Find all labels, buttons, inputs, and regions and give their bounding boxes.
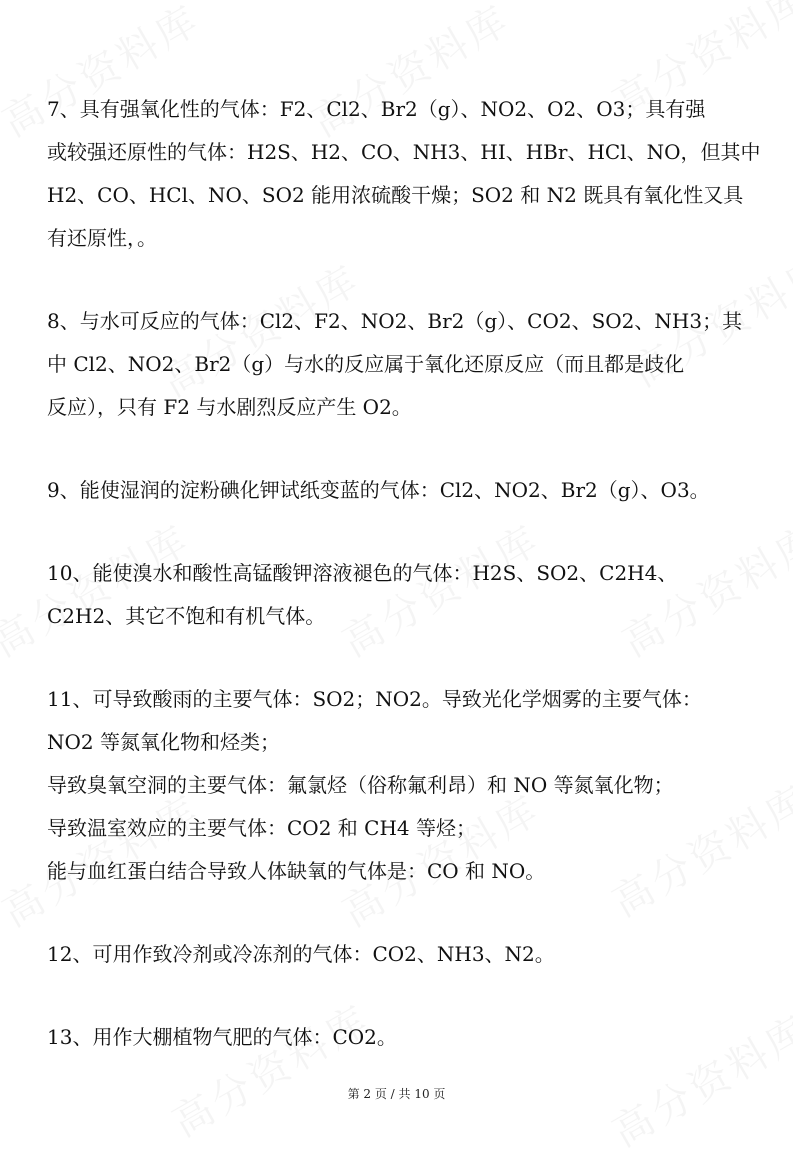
text-line: 导致臭氧空洞的主要气体：氟氯烃（俗称氟利昂）和 NO 等氮氧化物； (47, 773, 674, 797)
text-line: H2、CO、HCl、NO、SO2 能用浓硫酸干燥；SO2 和 N2 既具有氧化性又具 (47, 183, 744, 207)
text-line: 导致温室效应的主要气体：CO2 和 CH4 等烃； (47, 816, 476, 840)
text-line: 能与血红蛋白结合导致人体缺氧的气体是：CO 和 NO。 (47, 859, 546, 883)
text-line: 11、可导致酸雨的主要气体：SO2；NO2。导致光化学烟雾的主要气体： (47, 687, 702, 711)
section-8 (47, 300, 747, 429)
section-10 (47, 552, 747, 638)
section-9 (47, 469, 747, 512)
text-line: 10、能使溴水和酸性高锰酸钾溶液褪色的气体：H2S、SO2、C2H4、 (47, 561, 678, 585)
section-13 (47, 1016, 747, 1059)
text-line: 13、用作大棚植物气肥的气体：CO2。 (47, 1025, 397, 1049)
section-12 (47, 933, 747, 976)
text-line: 有还原性，。 (47, 226, 157, 250)
text-line: 中 Cl2、NO2、Br2（g）与水的反应属于氧化还原反应（而且都是歧化 (47, 352, 685, 376)
section-11 (47, 678, 747, 893)
text-line: 8、与水可反应的气体：Cl2、F2、NO2、Br2（g）、CO2、SO2、NH3；其 (47, 309, 743, 333)
text-line: 7、具有强氧化性的气体：F2、Cl2、Br2（g）、NO2、O2、O3；具有强 (47, 97, 706, 121)
text-line: 反应），只有 F2 与水剧烈反应产生 O2。 (47, 395, 412, 419)
document-body (47, 88, 761, 1099)
text-line: NO2 等氮氧化物和烃类； (47, 730, 280, 754)
text-line: 或较强还原性的气体：H2S、H2、CO、NH3、HI、HBr、HCl、NO，但其中 (47, 140, 761, 164)
text-line: 12、可用作致冷剂或冷冻剂的气体：CO2、NH3、N2。 (47, 942, 555, 966)
text-line: 9、能使湿润的淀粉碘化钾试纸变蓝的气体：Cl2、NO2、Br2（g）、O3。 (47, 478, 710, 502)
section-7 (47, 88, 761, 260)
text-line: C2H2、其它不饱和有机气体。 (47, 604, 326, 628)
page-number-footer: 第 2 页 / 共 10 页 (347, 1087, 446, 1101)
